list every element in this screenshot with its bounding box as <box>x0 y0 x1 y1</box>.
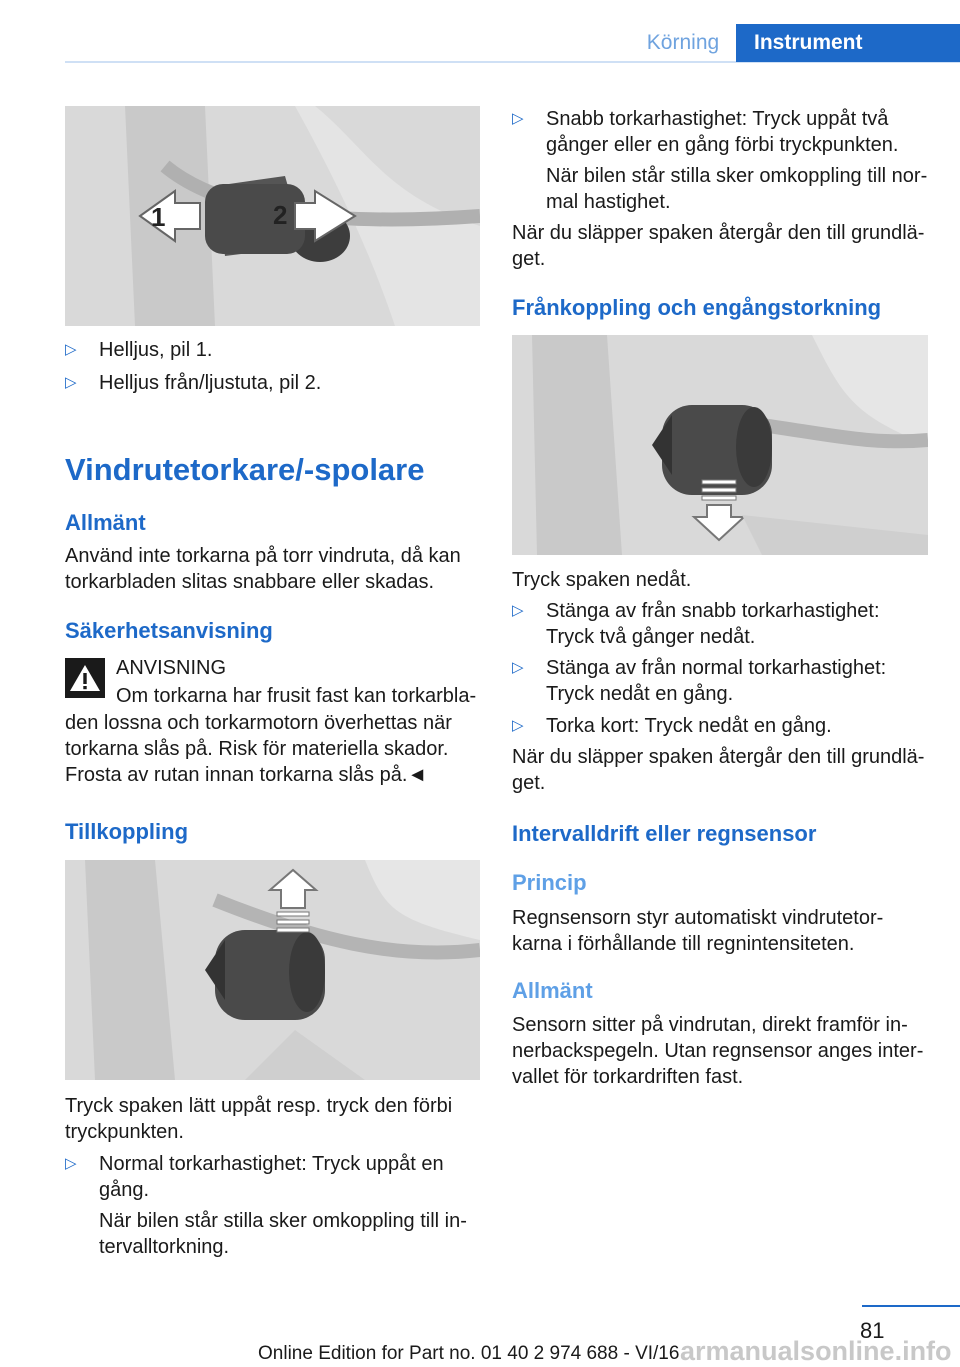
warning-icon <box>65 658 105 698</box>
notice-label: ANVISNING <box>116 657 227 679</box>
allmant2-heading: Allmänt <box>512 978 593 1003</box>
tillkoppling-heading: Tillkoppling <box>65 819 189 844</box>
paragraph-line: Sensorn sitter på vindrutan, direkt framför in- <box>512 1014 908 1036</box>
arrow-label-2: 2 <box>273 200 288 230</box>
edition-footer: Online Edition for Part no. 01 40 2 974 688 - VI/16 <box>258 1343 680 1364</box>
paragraph-line: Tryck spaken nedåt. <box>512 569 692 591</box>
triangle-bullet-icon: ▷ <box>512 659 524 676</box>
figure-wiper-up <box>65 860 480 1080</box>
paragraph-line: tervalltorkning. <box>99 1236 230 1258</box>
section-title: Vindrutetorkare/-spolare <box>65 452 425 487</box>
paragraph-line: Tryck spaken lätt uppåt resp. tryck den förbi <box>65 1095 453 1117</box>
tab-instrument[interactable]: Instrument <box>736 24 960 62</box>
watermark: armanualsonline.info <box>680 1336 952 1366</box>
paragraph-line: Använd inte torkarna på torr vindruta, då kan <box>65 545 461 567</box>
paragraph-line: gång. <box>99 1179 150 1201</box>
arrow-label-1: 1 <box>151 202 166 232</box>
paragraph-line: När du släpper spaken återgår den till grundlä- <box>512 746 925 768</box>
paragraph-line: När bilen står stilla sker omkoppling till nor- <box>546 165 928 187</box>
interval-heading: Intervalldrift eller regnsensor <box>512 821 817 846</box>
paragraph-line: tryckpunkten. <box>65 1121 184 1143</box>
figure-high-beam-stalk <box>65 106 480 326</box>
notice-line: Om torkarna har frusit fast kan torkarbla- <box>116 685 477 707</box>
paragraph-line: Regnsensorn styr automatiskt vindrutetor- <box>512 907 884 929</box>
notice-line: Frosta av rutan innan torkarna slås på.◄ <box>65 764 428 786</box>
paragraph-line: karna i förhållande till regnintensiteten. <box>512 933 855 955</box>
figure-wiper-down <box>512 335 928 555</box>
paragraph-line: När du släpper spaken återgår den till grundlä- <box>512 222 925 244</box>
page-number: 81 <box>860 1318 885 1343</box>
off-heading: Frånkoppling och engångstorkning <box>512 295 882 320</box>
princip-heading: Princip <box>512 870 587 895</box>
triangle-bullet-icon: ▷ <box>512 602 524 619</box>
paragraph-line: nerbackspegeln. Utan regnsensor anges inter- <box>512 1040 924 1062</box>
triangle-bullet-icon: ▷ <box>65 1155 77 1172</box>
paragraph-line: torkarbladen slitas snabbare eller skadas. <box>65 571 435 593</box>
paragraph-line: Tryck två gånger nedåt. <box>546 626 756 648</box>
footer-rule <box>862 1305 960 1307</box>
paragraph-line: get. <box>512 772 546 794</box>
safety-heading: Säkerhetsanvisning <box>65 618 273 643</box>
notice-line: torkarna slås på. Risk för materiella skador. <box>65 738 449 760</box>
paragraph-line: När bilen står stilla sker omkoppling till in- <box>99 1210 467 1232</box>
paragraph-line: vallet för torkardriften fast. <box>512 1066 744 1088</box>
notice-line: den lossna och torkarmotorn överhettas när <box>65 712 452 734</box>
triangle-bullet-icon: ▷ <box>512 110 524 127</box>
tab-korning[interactable]: Körning <box>646 31 720 54</box>
paragraph-line: mal hastighet. <box>546 191 671 213</box>
triangle-bullet-icon: ▷ <box>65 374 77 391</box>
allmant-heading: Allmänt <box>65 510 146 535</box>
triangle-bullet-icon: ▷ <box>65 341 77 358</box>
paragraph-line: gånger eller en gång förbi tryckpunkten. <box>546 134 899 156</box>
paragraph-line: get. <box>512 248 546 270</box>
triangle-bullet-icon: ▷ <box>512 717 524 734</box>
paragraph-line: Tryck nedåt en gång. <box>546 683 734 705</box>
